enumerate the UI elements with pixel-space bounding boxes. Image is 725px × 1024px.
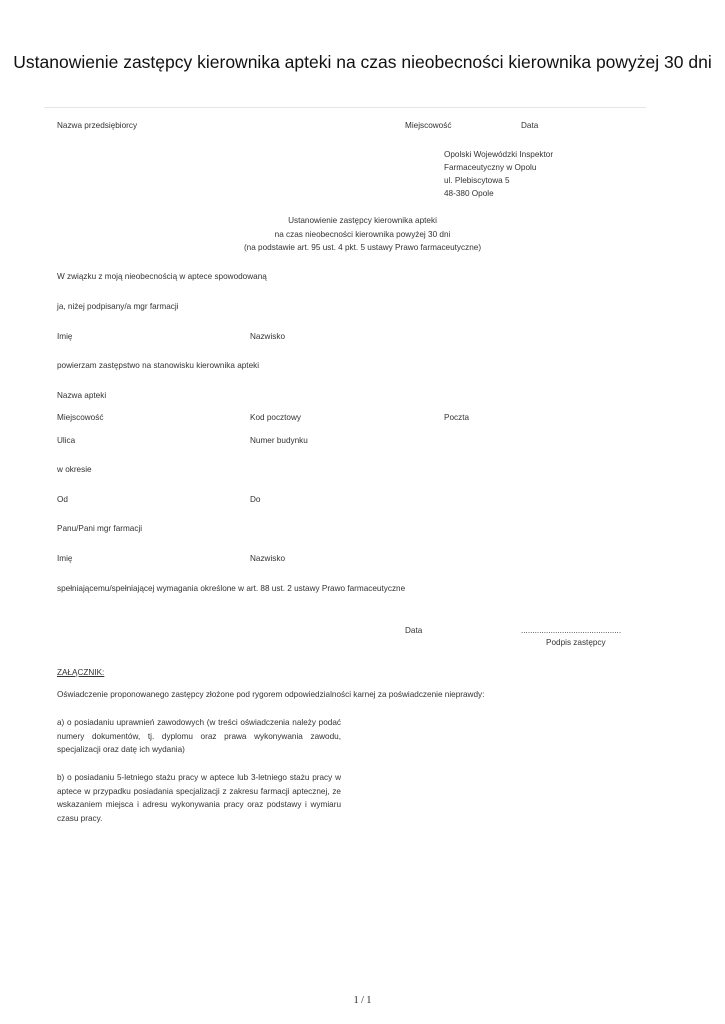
post-office-label: Poczta	[444, 413, 470, 422]
recipient-line: ul. Plebiscytowa 5	[444, 176, 510, 185]
subject-line: (na podstawie art. 95 ust. 4 pkt. 5 ustawy Prawo farmaceutyczne)	[243, 243, 482, 252]
last-name-label: Nazwisko	[250, 554, 286, 563]
attachment-statement: Oświadczenie proponowanego zastępcy złożone pod rygorem odpowiedzialności karnej za poświadczenie nieprawdy:	[57, 690, 485, 699]
period-text: w okresie	[57, 465, 92, 474]
intro-text: W związku z moją nieobecnością w aptece spowodowaną	[57, 272, 267, 281]
recipient-address	[444, 148, 553, 200]
subject-line: na czas nieobecności kierownika powyżej 30 dni	[274, 229, 451, 239]
attachment-item-a: a) o posiadaniu uprawnień zawodowych (w treści oświadczenia należy podać numery dokumentów, tj. dyplomu oraz prawa wykonywania zawodu, specjalizacji oraz datę ich wydania)	[57, 718, 341, 754]
recipient-line: 48-380 Opole	[444, 189, 494, 198]
signatory-text: ja, niżej podpisany/a mgr farmacji	[57, 302, 179, 311]
pharmacy-name-label: Nazwa apteki	[57, 391, 107, 400]
first-name-label: Imię	[57, 554, 73, 563]
recipient-line: Opolski Wojewódzki Inspektor	[444, 150, 554, 159]
building-number-label: Numer budynku	[250, 436, 308, 445]
subject-line: Ustanowienie zastępcy kierownika apteki	[288, 216, 437, 225]
entrust-text: powierzam zastępstwo na stanowisku kierownika apteki	[57, 361, 260, 370]
to-label: Do	[250, 495, 261, 504]
recipient-line: Farmaceutyczny w Opolu	[444, 163, 537, 172]
requirements-text: spełniającemu/spełniającej wymagania określone w art. 88 ust. 2 ustawy Prawo farmaceutyczne	[57, 584, 406, 593]
from-label: Od	[57, 495, 68, 504]
locality-label: Miejscowość	[57, 413, 104, 422]
street-label: Ulica	[57, 436, 76, 445]
document-subject	[0, 214, 725, 255]
first-name-label: Imię	[57, 332, 73, 341]
signature-caption: Podpis zastępcy	[546, 638, 606, 647]
place-label: Miejscowość	[405, 121, 452, 130]
postal-code-label: Kod pocztowy	[250, 413, 301, 422]
attachment-item-b: b) o posiadaniu 5-letniego stażu pracy w aptece lub 3-letniego stażu pracy w aptece w przypadku posiadania specjalizacji z zakresu farmacji aptecznej, ze wskazaniem miejsca i adresu wykonywania pracy oraz podstawy i wymiaru czasu pracy.	[57, 773, 341, 823]
last-name-label: Nazwisko	[250, 332, 286, 341]
signature-date-label: Data	[405, 626, 423, 635]
deputy-text: Panu/Pani mgr farmacji	[57, 524, 143, 533]
attachment-heading: ZAŁĄCZNIK:	[57, 668, 105, 677]
company-name-label: Nazwa przedsiębiorcy	[57, 121, 138, 130]
page-number: 1 / 1	[353, 995, 372, 1006]
divider	[44, 107, 646, 108]
page-title: Ustanowienie zastępcy kierownika apteki na czas nieobecności kierownika powyżej 30 dni	[13, 52, 712, 72]
date-label: Data	[521, 121, 539, 130]
signature-line: ............................................	[521, 626, 622, 635]
